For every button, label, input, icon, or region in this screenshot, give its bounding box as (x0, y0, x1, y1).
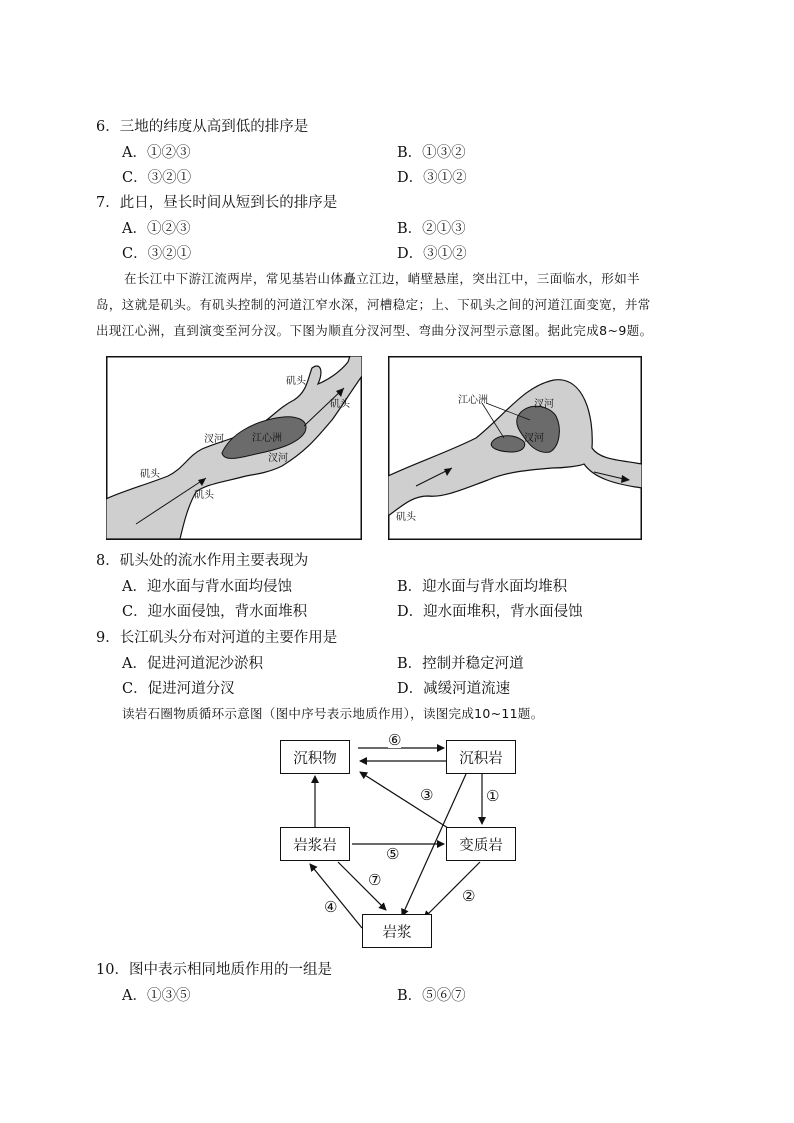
question-9-option-c: C．促进河道分汊 (122, 681, 235, 697)
question-7-stem: 7．此日，昼长时间从短到长的排序是 (96, 195, 338, 211)
question-6-option-c: C．③②① (122, 170, 192, 186)
process-label-4: ④ (324, 898, 338, 916)
label-island: 江心洲 (252, 433, 282, 444)
label-jitou: 矶头 (396, 512, 416, 523)
question-8-stem: 8．矶头处的流水作用主要表现为 (96, 553, 309, 569)
label-hanhe-2: 汊河 (268, 453, 288, 464)
process-label-3: ③ (420, 786, 434, 804)
question-7-option-a: A．①②③ (122, 221, 191, 237)
label-jitou-bottom: 矶头 (194, 490, 214, 501)
process-label-1: ① (486, 787, 500, 805)
question-8-option-b: B．迎水面与背水面均堆积 (397, 579, 568, 595)
arrow-magma-to-igneous (310, 864, 362, 928)
question-8-option-d: D．迎水面堆积，背水面侵蚀 (397, 604, 583, 620)
passage-1-line-1: 在长江中下游江流两岸，常见基岩山体矗立江边，峭壁悬崖，突出江中，三面临水，形如半 (124, 271, 641, 286)
process-label-2: ② (462, 887, 476, 905)
question-9-stem: 9．长江矶头分布对河道的主要作用是 (96, 630, 338, 646)
passage-2: 读岩石圈物质循环示意图（图中序号表示地质作用），读图完成10~11题。 (122, 706, 544, 721)
box-sediment: 沉积物 (280, 740, 350, 774)
arrow-metamorphic-to-sediment (360, 772, 448, 828)
passage-1-line-2: 岛，这就是矶头。有矶头控制的河道江窄水深，河槽稳定；上、下矶头之间的河道江面变宽，并常 (96, 297, 651, 312)
label-hanhe-bottom: 汊河 (524, 433, 544, 444)
question-10-stem: 10．图中表示相同地质作用的一组是 (96, 962, 332, 978)
question-6-stem: 6．三地的纬度从高到低的排序是 (96, 119, 309, 135)
label-jitou-top: 矶头 (286, 376, 306, 387)
label-hanhe-1: 汊河 (204, 434, 224, 445)
process-label-7: ⑦ (368, 871, 382, 889)
question-7-option-c: C．③②① (122, 246, 192, 262)
box-metamorphic-rock: 变质岩 (446, 827, 516, 861)
question-10-option-a: A．①③⑤ (122, 988, 191, 1004)
question-7-option-b: B．②①③ (397, 221, 466, 237)
label-jitou-left: 矶头 (140, 469, 160, 480)
meandering-braided-river-map (388, 356, 642, 540)
question-8-option-c: C．迎水面侵蚀，背水面堆积 (122, 604, 308, 620)
question-9-option-b: B．控制并稳定河道 (397, 656, 524, 672)
box-igneous-rock: 岩浆岩 (280, 827, 350, 861)
question-8-option-a: A．迎水面与背水面均侵蚀 (122, 579, 292, 595)
question-10-option-b: B．⑤⑥⑦ (397, 988, 466, 1004)
passage-1 (96, 266, 700, 344)
straight-braided-river-map (106, 356, 362, 540)
question-9-option-d: D．减缓河道流速 (397, 681, 511, 697)
passage-1-line-3: 出现江心洲，直到演变至河分汊。下图为顺直分汊河型、弯曲分汊河型示意图。据此完成8~9题。 (96, 323, 653, 338)
question-9-option-a: A．促进河道泥沙淤积 (122, 656, 263, 672)
label-jitou-right: 矶头 (330, 399, 350, 410)
box-sedimentary-rock: 沉积岩 (446, 740, 516, 774)
label-island: 江心洲 (458, 395, 488, 406)
label-hanhe-top: 汊河 (534, 399, 554, 410)
process-label-5: ⑤ (386, 845, 400, 863)
box-magma: 岩浆 (362, 914, 432, 948)
river-island-small (491, 436, 525, 452)
question-6-option-b: B．①③② (397, 145, 466, 161)
process-label-6: ⑥ (388, 731, 402, 749)
question-7-option-d: D．③①② (397, 246, 467, 262)
question-6-option-d: D．③①② (397, 170, 467, 186)
question-6-option-a: A．①②③ (122, 145, 191, 161)
